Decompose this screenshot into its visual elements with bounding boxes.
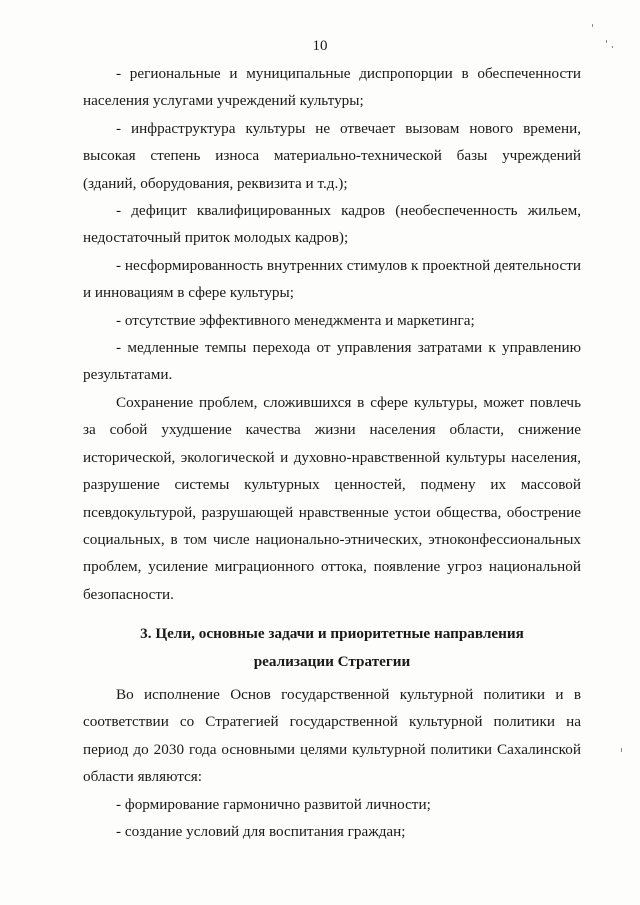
paragraph: - региональные и муниципальные диспропорции в обеспеченности населения услугами учреждений культуры;: [83, 65, 581, 110]
paragraph: - инфраструктура культуры не отвечает вызовам нового времени, высокая степень износа материально-технической базы учреждений (зданий, оборудования, реквизита и т.д.);: [83, 119, 581, 192]
section-heading: [83, 620, 581, 675]
section-heading-line: 3. Цели, основные задачи и приоритетные направления: [140, 625, 524, 643]
paragraph: - медленные темпы перехода от управления затратами к управлению результатами.: [83, 339, 581, 384]
scan-speck: [612, 46, 613, 48]
paragraph: - формирование гармонично развитой личности;: [116, 795, 431, 813]
paragraph: Во исполнение Основ государственной культурной политики и в соответствии со Стратегией государственной культурной политики на период до 2030 года основными целями культурной политики Сахалинской области являются:: [83, 685, 581, 786]
page-number: 10: [312, 38, 328, 54]
paragraph: - несформированность внутренних стимулов к проектной деятельности и инновациям в сфере культуры;: [83, 256, 581, 302]
section-heading-line: реализации Стратегии: [253, 652, 411, 670]
scan-speck: [621, 748, 622, 752]
paragraph: - создание условий для воспитания граждан;: [116, 822, 406, 840]
scan-speck: [592, 24, 593, 27]
paragraph: - дефицит квалифицированных кадров (необеспеченность жильем, недостаточный приток молодых кадров);: [83, 202, 581, 247]
document-body: [83, 60, 581, 845]
paragraph: Сохранение проблем, сложившихся в сфере культуры, может повлечь за собой ухудшение качества жизни населения области, снижение исторической, экологической и духовно-нравственной культуры населения, разрушение системы культурных ценностей, подмену их массовой псевдокультурой, разрушающей нравственные устои общества, обострение социальных, в том числе национально-этнических, этноконфессиональных проблем, усиление миграционного оттока, появление угроз национальной безопасности.: [83, 393, 581, 603]
paragraph: - отсутствие эффективного менеджмента и маркетинга;: [116, 311, 475, 329]
scan-speck: [606, 40, 607, 43]
